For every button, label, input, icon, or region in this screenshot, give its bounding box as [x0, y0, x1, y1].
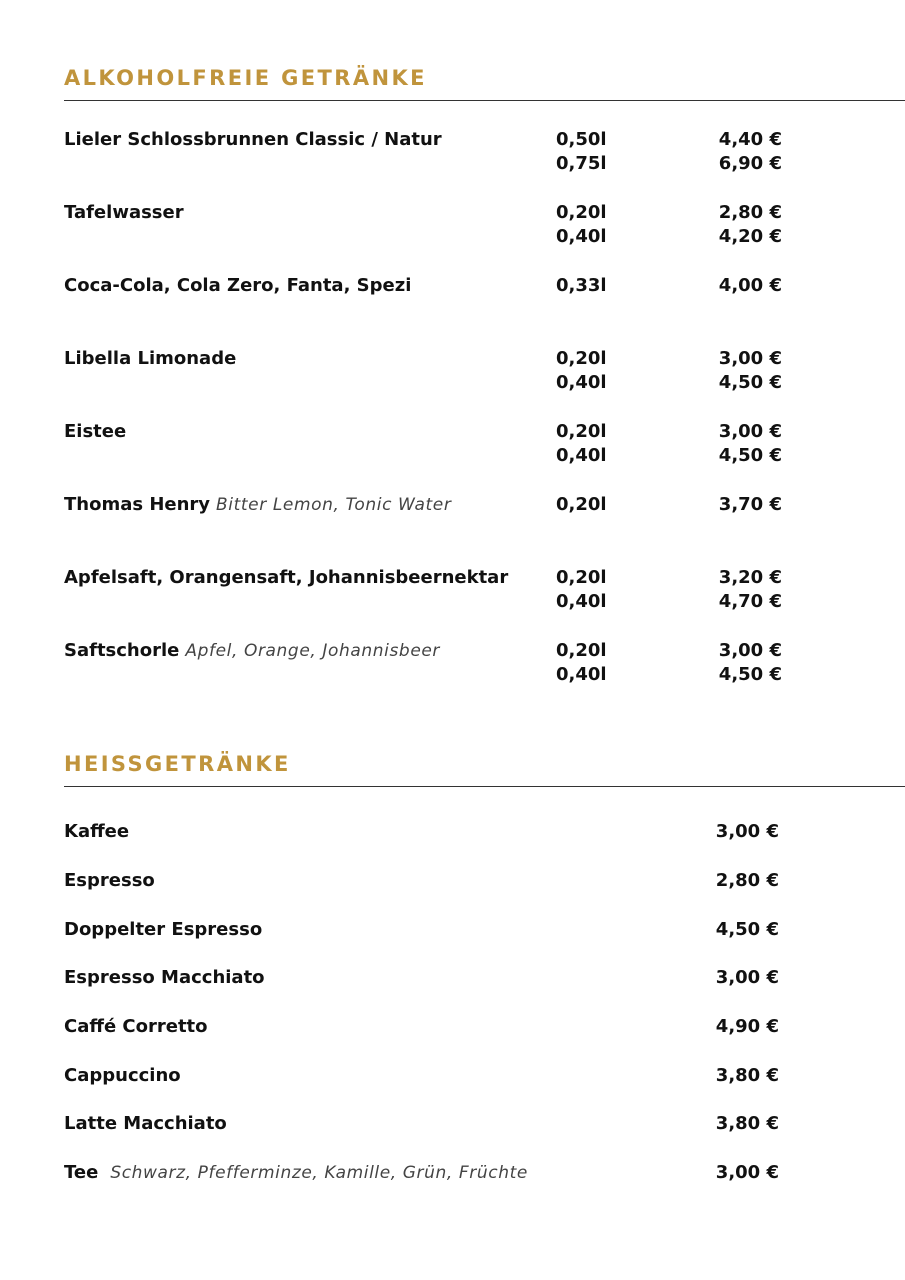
- section-divider: [64, 786, 905, 787]
- item-name: Espresso: [64, 870, 155, 891]
- item-volumes: [556, 347, 607, 395]
- item-prices: [684, 493, 782, 517]
- item-price: 4,20 €: [718, 226, 782, 247]
- item-price: 3,00 €: [715, 967, 779, 988]
- item-price: 3,70 €: [718, 494, 782, 515]
- item-price: 3,80 €: [715, 1113, 779, 1134]
- item-price: 3,80 €: [715, 1065, 779, 1086]
- item-volumes: [556, 566, 607, 614]
- item-volume: 0,20l: [556, 567, 607, 588]
- item-price: 3,20 €: [718, 567, 782, 588]
- item-volumes: [556, 274, 607, 298]
- item-price: 4,90 €: [715, 1016, 779, 1037]
- item-volume: 0,20l: [556, 421, 607, 442]
- item-volume: 0,20l: [556, 202, 607, 223]
- item-description: Schwarz, Pfefferminze, Kamille, Grün, Früchte: [110, 1163, 528, 1183]
- item-prices: [684, 420, 782, 468]
- item-price: 3,00 €: [715, 1162, 779, 1183]
- item-price: 3,00 €: [718, 640, 782, 661]
- item-volumes: [556, 639, 607, 687]
- item-volume: 0,40l: [556, 664, 607, 685]
- item-volume: 0,40l: [556, 226, 607, 247]
- item-prices: [684, 274, 782, 298]
- item-prices: [684, 201, 782, 249]
- item-description: Bitter Lemon, Tonic Water: [216, 495, 452, 515]
- item-volumes: [556, 420, 607, 468]
- item-volume: 0,50l: [556, 129, 607, 150]
- item-prices: [684, 639, 782, 687]
- item-volume: 0,33l: [556, 275, 607, 296]
- item-price: 4,50 €: [718, 372, 782, 393]
- item-volume: 0,40l: [556, 591, 607, 612]
- item-volumes: [556, 493, 607, 517]
- item-name: Eistee: [64, 421, 127, 442]
- item-name: Tee Schwarz, Pfefferminze, Kamille, Grün, Früchte: [64, 1162, 528, 1183]
- item-volume: 0,20l: [556, 494, 607, 515]
- item-name: Lieler Schlossbrunnen Classic / Natur: [64, 129, 442, 150]
- item-volume: 0,40l: [556, 445, 607, 466]
- item-volumes: [556, 128, 607, 176]
- item-name: Cappuccino: [64, 1065, 181, 1086]
- item-name: Saftschorle Apfel, Orange, Johannisbeer: [64, 640, 441, 661]
- item-prices: [684, 566, 782, 614]
- item-name: Tafelwasser: [64, 202, 184, 223]
- item-name: Latte Macchiato: [64, 1113, 227, 1134]
- item-price: 2,80 €: [715, 870, 779, 891]
- item-name: Thomas Henry Bitter Lemon, Tonic Water: [64, 494, 452, 515]
- item-price: 4,40 €: [718, 129, 782, 150]
- item-volumes: [556, 201, 607, 249]
- item-name: Espresso Macchiato: [64, 967, 265, 988]
- item-volume: 0,40l: [556, 372, 607, 393]
- item-volume: 0,20l: [556, 640, 607, 661]
- section-title: HEISSGETRÄNKE: [64, 752, 291, 776]
- item-price: 4,50 €: [715, 919, 779, 940]
- item-price: 4,50 €: [718, 445, 782, 466]
- item-price: 3,00 €: [718, 348, 782, 369]
- item-name: Libella Limonade: [64, 348, 237, 369]
- item-name: Doppelter Espresso: [64, 919, 263, 940]
- item-price: 3,00 €: [718, 421, 782, 442]
- item-name: Coca-Cola, Cola Zero, Fanta, Spezi: [64, 275, 412, 296]
- item-prices: [684, 128, 782, 176]
- item-description: Apfel, Orange, Johannisbeer: [185, 641, 441, 661]
- item-name: Apfelsaft, Orangensaft, Johannisbeernektar: [64, 567, 509, 588]
- item-price: 2,80 €: [718, 202, 782, 223]
- item-prices: [684, 347, 782, 395]
- item-price: 4,50 €: [718, 664, 782, 685]
- item-name: Caffé Corretto: [64, 1016, 208, 1037]
- section-title: ALKOHOLFREIE GETRÄNKE: [64, 66, 427, 90]
- item-price: 4,00 €: [718, 275, 782, 296]
- item-name: Kaffee: [64, 821, 130, 842]
- section-divider: [64, 100, 905, 101]
- item-volume: 0,75l: [556, 153, 607, 174]
- item-price: 3,00 €: [715, 821, 779, 842]
- item-volume: 0,20l: [556, 348, 607, 369]
- item-price: 6,90 €: [718, 153, 782, 174]
- item-price: 4,70 €: [718, 591, 782, 612]
